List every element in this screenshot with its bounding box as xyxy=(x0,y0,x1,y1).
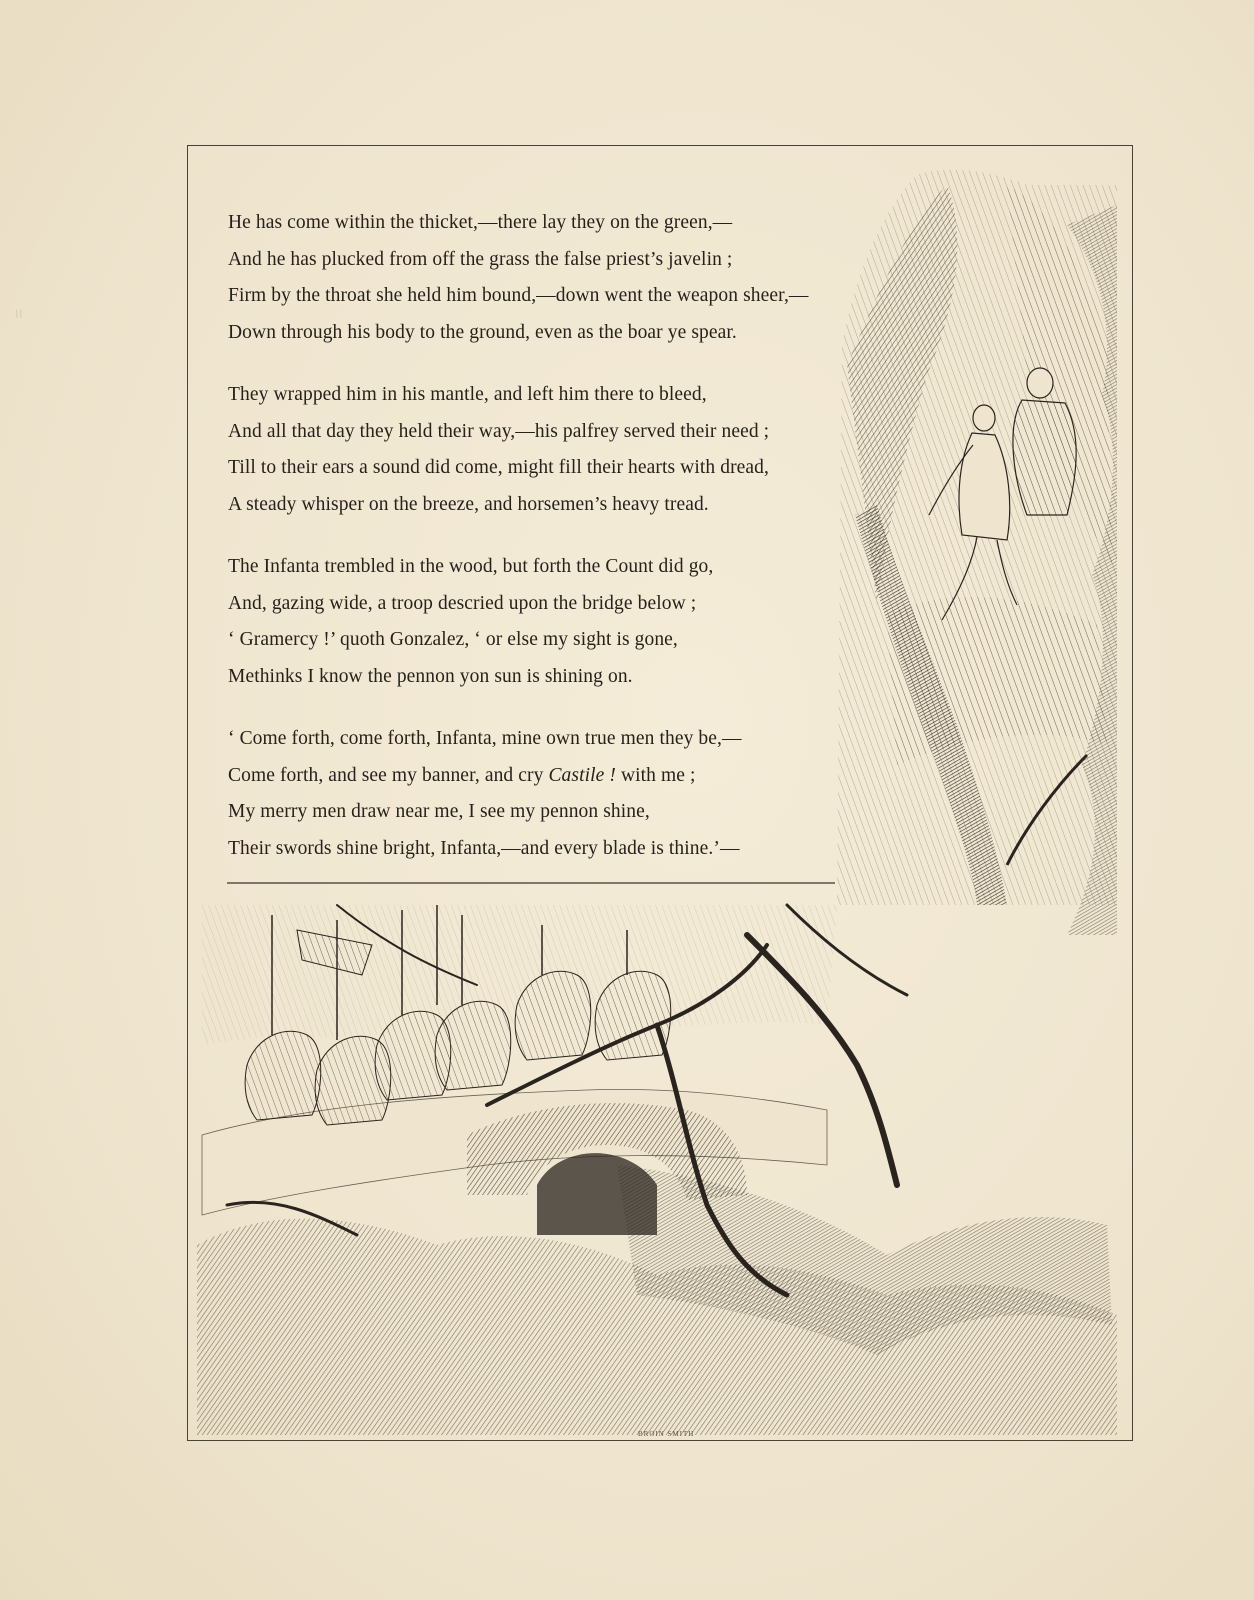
poem-line-with-italic xyxy=(228,758,848,795)
poem-line: He has come within the thicket,—there lay they on the green,— xyxy=(228,212,733,233)
poem-line: And he has plucked from off the grass the false priest’s javelin ; xyxy=(228,248,733,270)
line-text-after: with me ; xyxy=(615,764,696,786)
poem-line: My merry men draw near me, I see my pennon shine, xyxy=(228,801,650,822)
stanza-2 xyxy=(228,377,848,523)
stanza-3 xyxy=(228,549,848,695)
stanza-1 xyxy=(228,205,848,351)
poem-line: Down through his body to the ground, even as the boar ye spear. xyxy=(228,321,737,343)
castile-italic: Castile ! xyxy=(548,764,616,786)
poem-line: ‘ Gramercy !’ quoth Gonzalez, ‘ or else my sight is gone, xyxy=(228,629,678,650)
poem-line: And all that day they held their way,—his palfrey served their need ; xyxy=(228,420,770,442)
poem-line: ‘ Come forth, come forth, Infanta, mine own true men they be,— xyxy=(228,728,742,749)
poem-line: And, gazing wide, a troop descried upon the bridge below ; xyxy=(228,592,697,614)
poem-line: Till to their ears a sound did come, might fill their hearts with dread, xyxy=(228,457,770,478)
poem-line: The Infanta trembled in the wood, but forth the Count did go, xyxy=(228,556,714,577)
margin-mark: | | xyxy=(16,308,22,318)
poem-line: A steady whisper on the breeze, and horsemen’s heavy tread. xyxy=(228,493,709,515)
poem-text xyxy=(228,205,848,893)
poem-line: Methinks I know the pennon yon sun is shining on. xyxy=(228,665,633,687)
engraver-signature: BROIN SMITH xyxy=(638,1430,695,1438)
line-text-before: Come forth, and see my banner, and cry xyxy=(228,764,549,786)
stanza-4 xyxy=(228,721,848,867)
poem-line: Their swords shine bright, Infanta,—and every blade is thine.’— xyxy=(228,837,740,859)
poem-line: Firm by the throat she held him bound,—down went the weapon sheer,— xyxy=(228,285,809,306)
poem-line: They wrapped him in his mantle, and left him there to bleed, xyxy=(228,384,707,405)
